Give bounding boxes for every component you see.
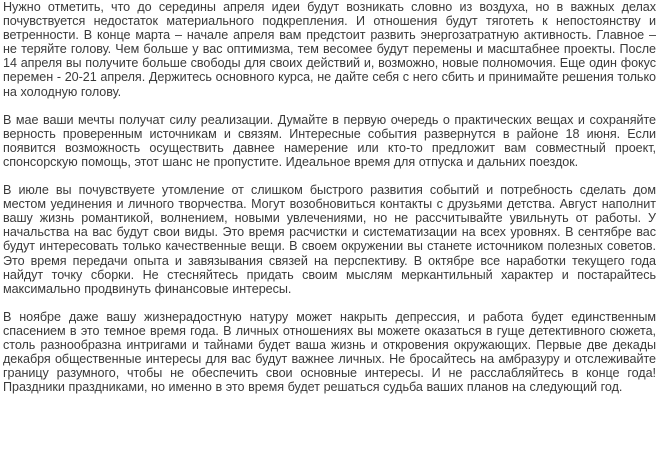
paragraph-november-december: В ноябре даже вашу жизнерадостную натуру может накрыть депрессия, и работа будет единственным спасением в это темное время года. В личных отношениях вы можете оказаться в гуще детективного сюжета, столь разнообразна интригами и тайнами будет ваша жизнь и откровения окружающих. Первые две декады декабря общественные интересы для вас будут важнее личных. Не бросайтесь на амбразуру и отслеживайте границу разумного, чтобы не обеспечить свои основные интересы. И не расслабляйтесь в конце года! Праздники праздниками, но именно в это время будет решаться судьба ваших планов на следующий год.	[3, 309, 656, 395]
paragraph-may-june: В мае ваши мечты получат силу реализации. Думайте в первую очередь о практических вещах и сохраняйте верность проверенным источникам и связям. Интересные события развернутся в районе 18 июня. Если появится возможность осуществить давнее намерение или кто-то предложит вам совместный проект, спонсорскую помощь, этот шанс не пропустите. Идеальное время для отпуска и дальних поездок.	[3, 112, 656, 169]
horoscope-article	[3, 0, 656, 394]
paragraph-april: Нужно отметить, что до середины апреля идеи будут возникать словно из воздуха, но в важных делах почувствуется недостаток материального подкрепления. И отношения будут тяготеть к непостоянству и ветренности. В конце марта – начале апреля вам предстоит развить энергозатратную активность. Главное – не теряйте голову. Чем больше у вас оптимизма, тем весомее будут перемены и масштабнее проекты. После 14 апреля вы получите больше свободы для своих действий и, возможно, новые полномочия. Еще один фокус перемен - 20-21 апреля. Держитесь основного курса, не дайте себя с него сбить и принимайте решения только на холодную голову.	[3, 0, 656, 99]
paragraph-july-october: В июле вы почувствуете утомление от слишком быстрого развития событий и потребность сделать дом местом уединения и личного творчества. Могут возобновиться контакты с друзьями детства. Август наполнит вашу жизнь романтикой, волнением, новыми увлечениями, но не рассчитывайте увильнуть от работы. У начальства на вас будут свои виды. Это время расчистки и систематизации на всех уровнях. В сентябре вас будут интересовать только качественные вещи. В своем окружении вы станете источником полезных советов. Это время передачи опыта и завязывания связей на перспективу. В октябре все наработки текущего года найдут точку сборки. Не стесняйтесь придать своим мыслям меркантильный характер и постарайтесь максимально продвинуть финансовые интересы.	[3, 183, 656, 296]
